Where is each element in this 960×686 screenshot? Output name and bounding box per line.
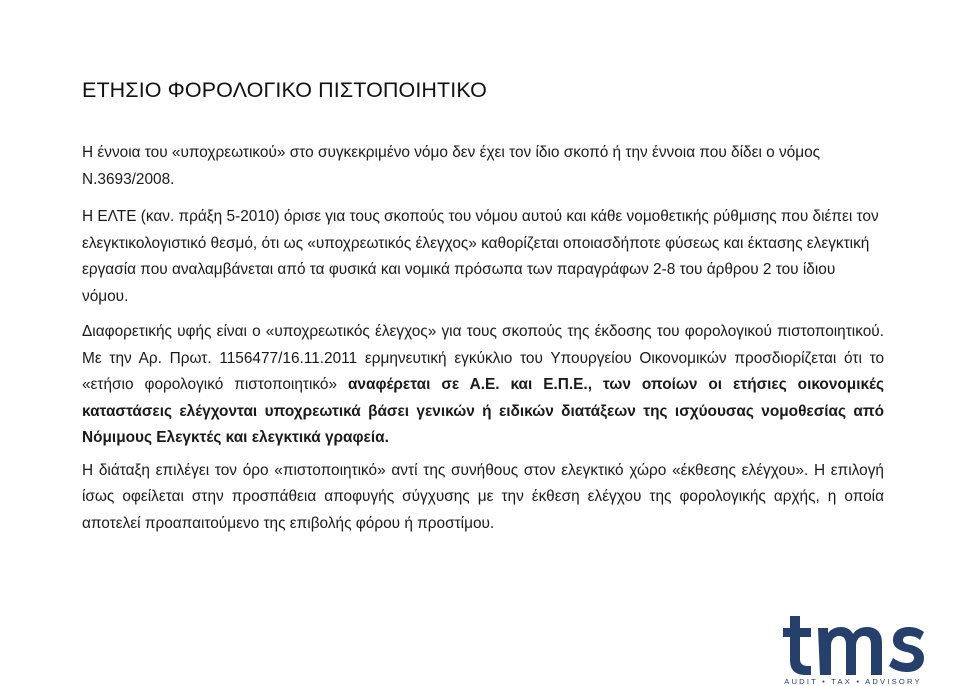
body-text <box>82 140 884 537</box>
paragraph-tax-certificate-text: Διαφορετικής υφής είναι ο «υποχρεωτικός έλεγχος» για τους σκοπούς της έκδοσης του φορολογικού πιστοποιητικού. Με την Αρ. Πρωτ. 1156477/16.11.2011 ερμηνευτική εγκύκλιο του Υπουργείου Οικονομικών προσδιορίζεται ότι το «ετήσιο φορολογικό πιστοποιητικό» <box>82 323 884 393</box>
paragraph-concept: Η έννοια του «υποχρεωτικού» στο συγκεκριμένο νόμο δεν έχει τον ίδιο σκοπό ή την έννοια που δίδει ο νόμος Ν.3693/2008. <box>82 144 821 188</box>
tms-logo <box>778 612 928 686</box>
tms-logo-tagline: AUDIT • TAX • ADVISORY <box>784 677 922 686</box>
page-title: ΕΤΗΣΙΟ ΦΟΡΟΛΟΓΙΚΟ ΠΙΣΤΟΠΟΙΗΤΙΚΟ <box>82 78 487 102</box>
paragraph-elte-definition: Η ΕΛΤΕ (καν. πράξη 5-2010) όρισε για τους σκοπούς του νόμου αυτού και κάθε νομοθετικής ρύθμισης που διέπει τον ελεγκτικολογιστικό θεσμό, ότι ως «υποχρεωτικός έλεγχος» καθορίζεται οποιασδήποτε φύσεως και έκτασης ελεγκτική εργασία που αναλαμβάνεται από τα φυσικά και νομικά πρόσωπα των παραγράφων 2-8 του άρθρου 2 του ίδιου νόμου. <box>82 208 879 305</box>
tms-logo-graphic <box>778 612 928 686</box>
paragraph-tax-certificate <box>82 319 884 452</box>
paragraph-tax-certificate-emphasis: αναφέρεται σε Α.Ε. και Ε.Π.Ε., των οποίων οι ετήσιες οικονομικές καταστάσεις ελέγχονται υποχρεωτικά βάσει γενικών ή ειδικών διατάξεων της ισχύουσας νομοθεσίας από Νόμιμους Ελεγκτές και ελεγκτικά γραφεία. <box>82 376 884 446</box>
paragraph-term-choice: Η διάταξη επιλέγει τον όρο «πιστοποιητικό» αντί της συνήθους στον ελεγκτικό χώρο «έκθεσης ελέγχου». Η επιλογή ίσως οφείλεται στην προσπάθεια αποφυγής σύγχυσης με την έκθεση ελέγχου της φορολογικής αρχής, η οποία αποτελεί προαπαιτούμενο της επιβολής φόρου ή προστίμου. <box>82 461 884 532</box>
